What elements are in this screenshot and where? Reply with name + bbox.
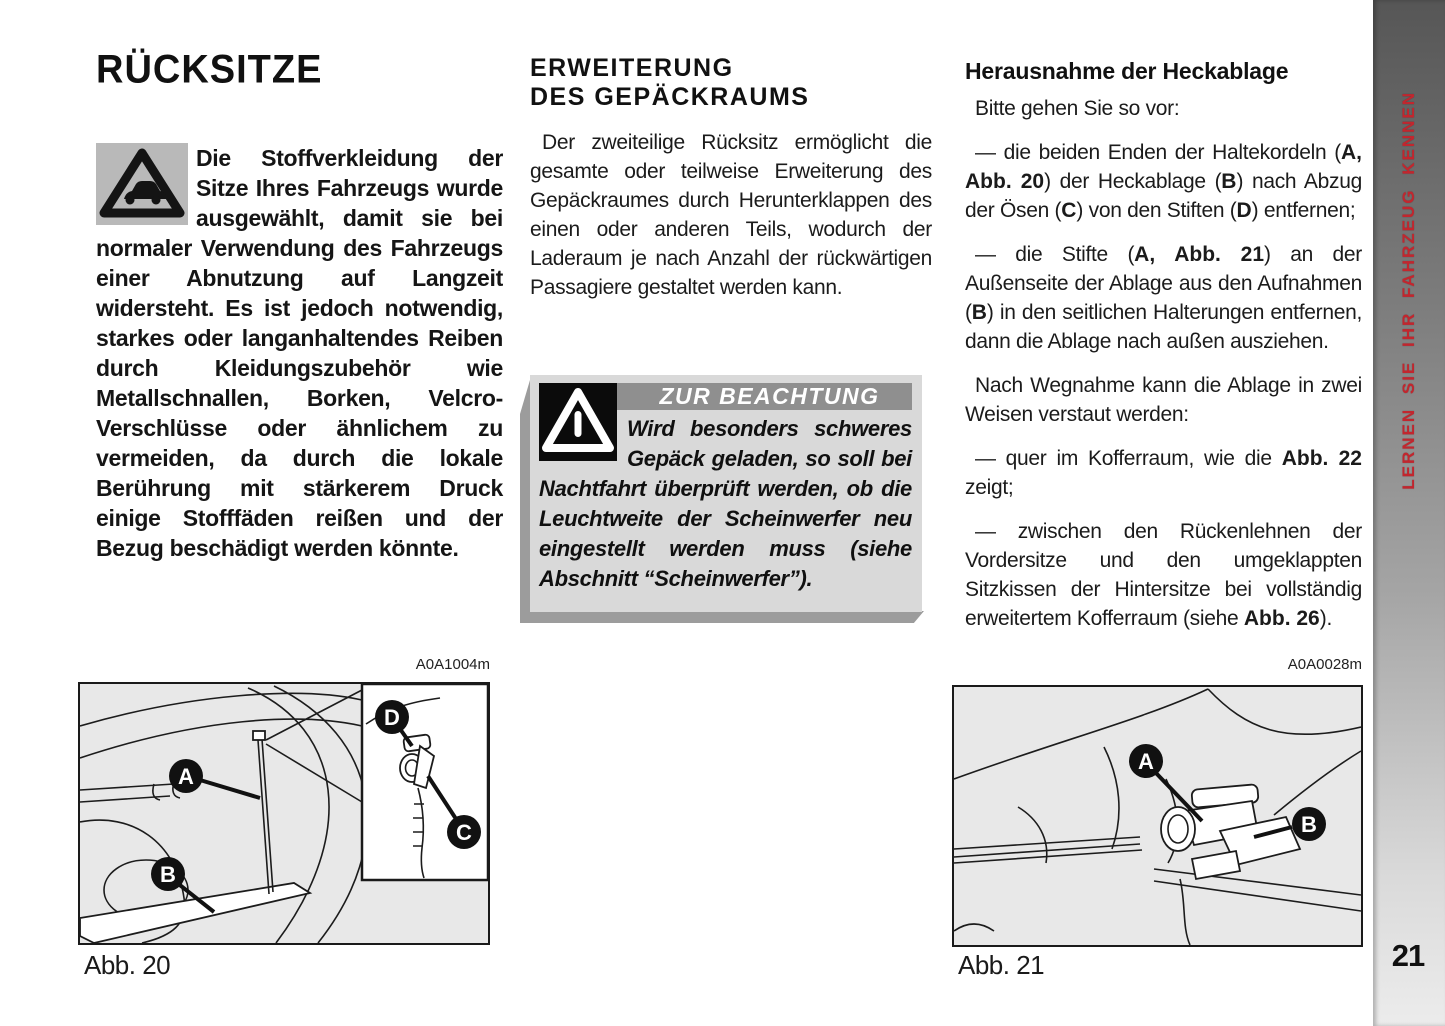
notice-box [530,375,922,612]
figure-20-caption: Abb. 20 [84,950,171,980]
figure-20-label-b: B [160,862,176,887]
figure-20 [78,682,490,945]
seat-fabric-warning-paragraph: Die Stoffverkleidung der Sitze Ihres Fahrzeugs wurde ausgewählt, damit sie bei normaler Verwendung des Fahrzeugs einer Abnutzung auf Langzeit widersteht. Es ist jedoch notwendig, starkes oder langanhaltendes Reiben durch Kleidungszubehör wie Metallschnallen, Borken, Velcro-Verschlüsse oder ähnlichem zu vermeiden, da durch die lokale Berührung mit stärkerem Druck einige Stofffäden reißen und der Bezug beschädigt werden könnte. [96,145,503,561]
figure-21-drawing [954,687,1361,945]
bullet-2: — die Stifte (A, Abb. 21) an der Außenseite der Ablage aus den Aufnahmen (B) in den seitlichen Halterungen entfernen, dann die Ablage nach außen ausziehen. [965,243,1362,353]
exclamation-warning-icon [539,383,617,461]
figure-20-label-d: D [384,705,400,730]
figure-20-label-c: C [456,820,472,845]
figure-20-label-a: A [178,764,194,789]
figure-21 [952,685,1363,947]
notice-title: ZUR BEACHTUNG [539,383,912,410]
shelf-removal-instructions [965,94,1362,648]
sidebar-label: LERNEN SIE IHR FAHRZEUG KENNEN [1399,90,1418,490]
chapter-sidebar-label-wrap [1373,30,1445,550]
figure-20-code: A0A1004m [415,656,490,673]
section-heading-luggage: ERWEITERUNG DES GEPÄCKRAUMS [530,54,810,111]
intro-line: Bitte gehen Sie so vor: [975,97,1180,120]
figure-21-label-a: A [1138,749,1154,774]
notice-body: Wird besonders schweres Gepäck geladen, so soll bei Nachtfahrt überprüft werden, ob die Leuchtweite der Scheinwerfer neu eingestellt werden muss (siehe Abschnitt “Scheinwerfer”). [539,416,912,591]
notice-box-bevel-left [520,380,530,623]
car-warning-triangle-icon [96,143,188,225]
notice-box-bevel-bottom [520,611,924,623]
bullet-4: — zwischen den Rückenlehnen der Vordersitze und den umgeklappten Sitzkissen der Hintersitze bei vollständig erweitertem Kofferraum (siehe Abb. 26). [965,520,1362,630]
figure-21-code: A0A0028m [1287,656,1362,673]
figure-21-label-b: B [1301,812,1317,837]
paragraph-stowing: Nach Wegnahme kann die Ablage in zwei Weisen verstaut werden: [965,374,1362,426]
bullet-3: — quer im Kofferraum, wie die Abb. 22 zeigt; [965,447,1362,499]
section-heading-shelf-removal: Herausnahme der Heckablage [965,58,1289,84]
figure-20-drawing [80,684,488,943]
section-title: RÜCKSITZE [96,48,323,93]
bullet-1: — die beiden Enden der Haltekordeln (A, Abb. 20) der Heckablage (B) nach Abzug der Ösen (C) von den Stiften (D) entfernen; [965,141,1362,222]
figure-21-caption: Abb. 21 [958,950,1045,980]
page-number: 21 [1391,938,1425,973]
luggage-paragraph: Der zweiteilige Rücksitz ermöglicht die gesamte oder teilweise Erweiterung des Gepäckraumes durch Herunterklappen des einen oder anderen Teils, wodurch der Laderaum je nach Anzahl der rückwärtigen Passagiere gestaltet werden kann. [530,131,932,299]
